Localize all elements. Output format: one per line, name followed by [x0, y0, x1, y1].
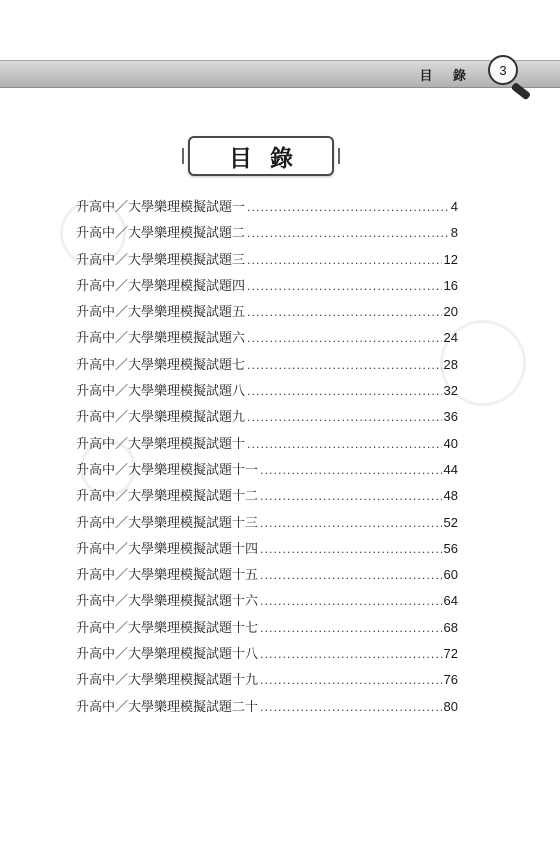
toc-entry-page: 68 [443, 619, 458, 635]
page-number: 3 [499, 62, 507, 78]
toc-entry-page: 72 [443, 646, 458, 662]
toc-entry-title: 升高中／大學樂理模擬試題三 [76, 252, 246, 268]
toc-entry-title: 升高中／大學樂理模擬試題十三 [76, 515, 259, 531]
toc-leader-dots [260, 595, 442, 608]
toc-leader-dots [247, 201, 449, 214]
toc-entry[interactable] [76, 406, 458, 432]
toc-entry[interactable] [76, 564, 458, 590]
toc-leader-dots [260, 543, 442, 556]
title-right-tick [338, 148, 340, 164]
toc-entry-title: 升高中／大學樂理模擬試題二十 [76, 699, 259, 715]
toc-entry-page: 28 [443, 356, 458, 372]
toc-entry-page: 32 [443, 383, 458, 399]
toc-entry-page: 12 [443, 251, 458, 267]
toc-entry-page: 60 [443, 567, 458, 583]
toc-entry-title: 升高中／大學樂理模擬試題十八 [76, 647, 259, 663]
magnifier-handle-icon [511, 82, 532, 101]
toc-entry-title: 升高中／大學樂理模擬試題八 [76, 384, 246, 400]
toc-entry-page: 48 [443, 488, 458, 504]
title-left-tick [182, 148, 184, 164]
toc-entry-title: 升高中／大學樂理模擬試題二 [76, 226, 246, 242]
toc-entry-title: 升高中／大學樂理模擬試題十一 [76, 462, 259, 478]
toc-entry[interactable] [76, 275, 458, 301]
toc-entry[interactable] [76, 617, 458, 643]
toc-leader-dots [247, 438, 442, 451]
table-of-contents [76, 196, 458, 722]
toc-entry-title: 升高中／大學樂理模擬試題十九 [76, 673, 259, 689]
toc-entry-page: 4 [450, 199, 458, 214]
toc-leader-dots [260, 464, 442, 477]
toc-entry-page: 76 [443, 672, 458, 688]
page-title-box [188, 136, 334, 176]
toc-entry[interactable] [76, 380, 458, 406]
toc-entry-title: 升高中／大學樂理模擬試題五 [76, 305, 246, 321]
toc-entry[interactable] [76, 222, 458, 248]
toc-leader-dots [247, 254, 442, 267]
toc-entry[interactable] [76, 249, 458, 275]
toc-entry-title: 升高中／大學樂理模擬試題十四 [76, 541, 259, 557]
toc-entry-page: 20 [443, 304, 458, 320]
page-number-badge [488, 55, 518, 85]
toc-entry[interactable] [76, 433, 458, 459]
toc-entry-title: 升高中／大學樂理模擬試題九 [76, 410, 246, 426]
toc-entry[interactable] [76, 459, 458, 485]
toc-entry-title: 升高中／大學樂理模擬試題十七 [76, 620, 259, 636]
toc-leader-dots [260, 701, 442, 714]
toc-leader-dots [247, 411, 442, 424]
header-bar [0, 60, 560, 88]
toc-entry[interactable] [76, 538, 458, 564]
toc-entry[interactable] [76, 327, 458, 353]
toc-leader-dots [247, 359, 442, 372]
toc-entry[interactable] [76, 669, 458, 695]
toc-entry-title: 升高中／大學樂理模擬試題一 [76, 200, 246, 215]
toc-entry-title: 升高中／大學樂理模擬試題十六 [76, 594, 259, 610]
toc-entry-page: 36 [443, 409, 458, 425]
toc-entry-title: 升高中／大學樂理模擬試題十五 [76, 568, 259, 584]
toc-leader-dots [260, 648, 442, 661]
toc-entry-title: 升高中／大學樂理模擬試題十二 [76, 489, 259, 505]
page-title: 目錄 [229, 145, 311, 172]
toc-entry-page: 40 [443, 435, 458, 451]
toc-entry[interactable] [76, 643, 458, 669]
toc-entry[interactable] [76, 354, 458, 380]
toc-leader-dots [260, 622, 442, 635]
toc-entry[interactable] [76, 512, 458, 538]
toc-leader-dots [247, 332, 442, 345]
toc-entry[interactable] [76, 485, 458, 511]
toc-leader-dots [260, 490, 442, 503]
toc-entry[interactable] [76, 196, 458, 222]
toc-entry-page: 52 [443, 514, 458, 530]
toc-leader-dots [260, 569, 442, 582]
header-section-label: 目 錄 [419, 69, 474, 84]
toc-entry-page: 16 [443, 277, 458, 293]
toc-leader-dots [260, 674, 442, 687]
toc-entry-title: 升高中／大學樂理模擬試題六 [76, 331, 246, 347]
toc-entry-page: 8 [450, 225, 458, 241]
toc-entry-title: 升高中／大學樂理模擬試題十 [76, 436, 246, 452]
toc-entry[interactable] [76, 301, 458, 327]
toc-entry-page: 24 [443, 330, 458, 346]
toc-entry-page: 80 [443, 698, 458, 714]
toc-entry[interactable] [76, 590, 458, 616]
toc-leader-dots [260, 517, 442, 530]
toc-leader-dots [247, 306, 442, 319]
toc-entry-page: 64 [443, 593, 458, 609]
toc-entry-title: 升高中／大學樂理模擬試題四 [76, 278, 246, 294]
toc-leader-dots [247, 227, 449, 240]
toc-entry-page: 56 [443, 540, 458, 556]
toc-leader-dots [247, 385, 442, 398]
toc-entry-page: 44 [443, 461, 458, 477]
toc-entry-title: 升高中／大學樂理模擬試題七 [76, 357, 246, 373]
toc-leader-dots [247, 280, 442, 293]
toc-entry[interactable] [76, 696, 458, 722]
